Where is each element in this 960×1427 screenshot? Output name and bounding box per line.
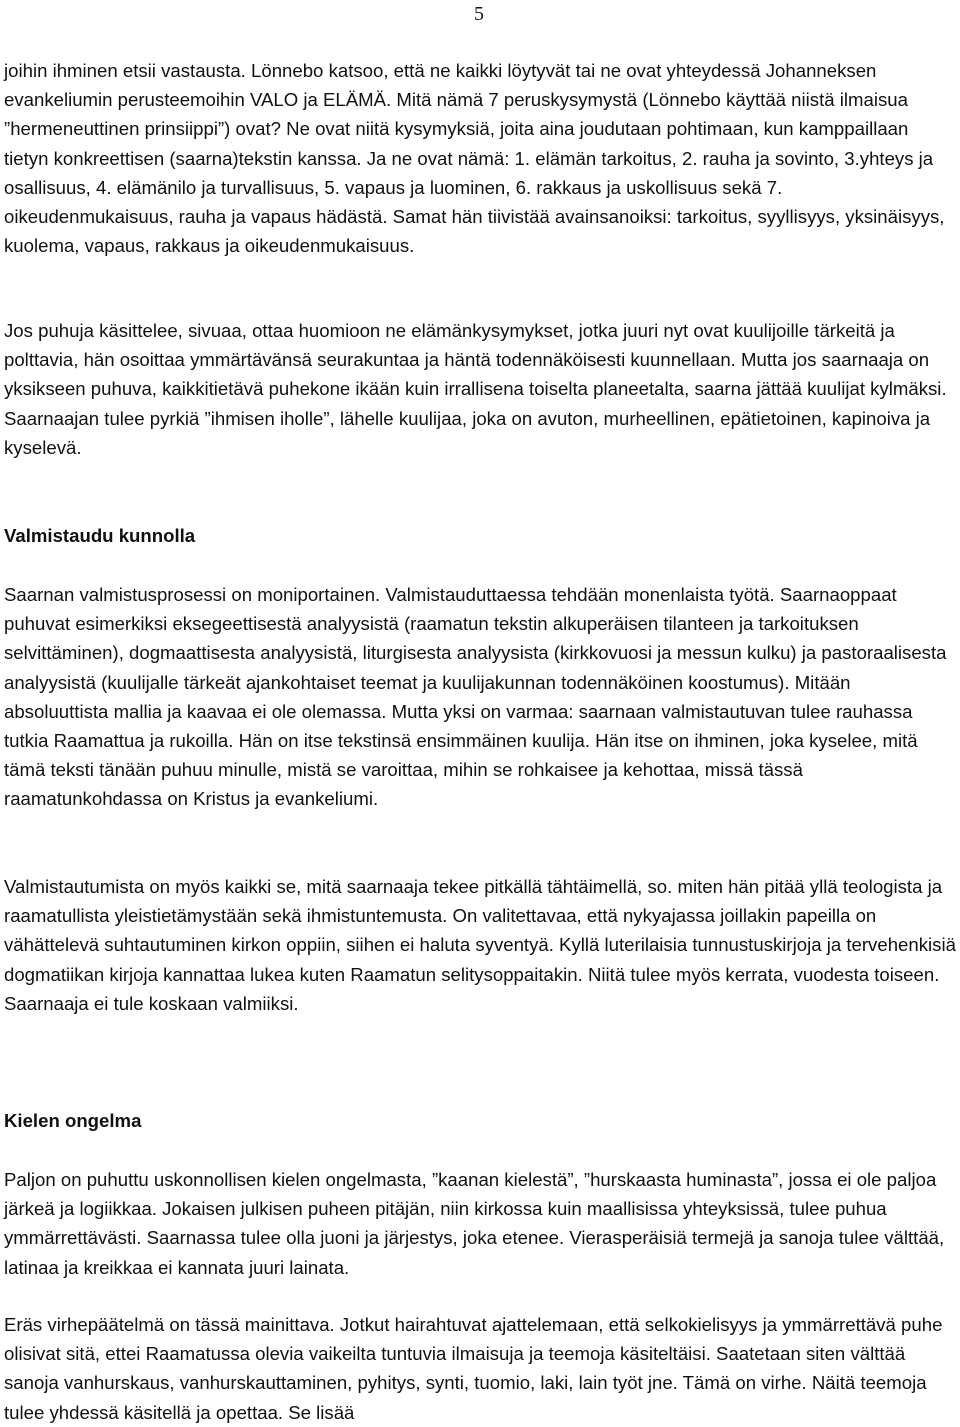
section-heading-language-problem: Kielen ongelma [4, 1110, 142, 1131]
paragraph-religious-language: Paljon on puhuttu uskonnollisen kielen ongelmasta, ”kaanan kielestä”, ”hurskaasta huminasta”, jossa ei ole paljoa järkeä ja logiikkaa. Jokaisen julkisen puheen pitäjän, niin kirkossa kuin maallisissa yhteyksissä, tulee puhua ymmärrettävästi. Saarnassa tulee olla juoni ja järjestys, joka etenee. Vierasperäisiä termejä ja sanoja tulee välttää, latinaa ja kreikkaa ei kannata juuri lainata. [4, 1169, 945, 1278]
paragraph-life-questions: joihin ihminen etsii vastausta. Lönnebo katsoo, että ne kaikki löytyvät tai ne ovat yhteydessä Johanneksen evankeliumin perusteemoihin VALO ja ELÄMÄ. Mitä nämä 7 peruskysymystä (Lönnebo käyttää niistä ilmaisua ”hermeneuttinen prinsiippi”) ovat? Ne ovat niitä kysymyksiä, joita aina joudutaan pohtimaan, kun kamppaillaan tietyn konkreettisen (saarna)tekstin kanssa. Ja ne ovat nämä: 1. elämän tarkoitus, 2. rauha ja sovinto, 3.yhteys ja osallisuus, 4. elämänilo ja turvallisuus, 5. vapaus ja luominen, 6. rakkaus ja uskollisuus sekä 7. oikeudenmukaisuus, rauha ja vapaus hädästä. Samat hän tiivistää avainsanoiksi: tarkoitus, syyllisyys, yksinäisyys, kuolema, vapaus, rakkaus ja oikeudenmukaisuus. [4, 60, 945, 257]
paragraph-long-term-preparation: Valmistautumista on myös kaikki se, mitä saarnaaja tekee pitkällä tähtäimellä, so. miten hän pitää yllä teologista ja raamatullista yleistietämystään sekä ihmistuntemusta. On valitettavaa, että nykyajassa joillakin papeilla on vähättelevä suhtautuminen kirkon oppiin, siihen ei haluta syventyä. Kyllä luterilaisia tunnustuskirjoja ja tervehenkisiä dogmatiikan kirjoja kannattaa lukea kuten Raamatun selitysoppaitakin. Niitä tulee myös kerrata, vuodesta toiseen. Saarnaaja ei tule koskaan valmiiksi. [4, 876, 956, 1014]
paragraph-speaker-relevance: Jos puhuja käsittelee, sivuaa, ottaa huomioon ne elämänkysymykset, jotka juuri nyt ovat kuulijoille tärkeitä ja polttavia, hän osoittaa ymmärtävänsä seurakuntaa ja häntä todennäköisesti kuunnellaan. Mutta jos saarnaaja on yksikseen puhuva, kaikkitietävä puhekone ikään kuin irrallisena toiselta planeetalta, saarna jättää kuulijat kylmäksi. Saarnaajan tulee pyrkiä ”ihmisen iholle”, lähelle kuulijaa, joka on avuton, murheellinen, epätietoinen, kapinoiva ja kyselevä. [4, 320, 947, 458]
paragraph-preparation-process: Saarnan valmistusprosessi on moniportainen. Valmistauduttaessa tehdään monenlaista työtä. Saarnaoppaat puhuvat esimerkiksi eksegeettisestä analyysistä (raamatun tekstin alkuperäisen tilanteen ja tarkoituksen selvittäminen), dogmaattisesta analyysistä, liturgisesta analyysista (kirkkovuosi ja messun kulku) ja pastoraalisesta analyysistä (kuulijalle tärkeät ajankohtaiset teemat ja kuulijakunnan todennäköinen koostumus). Mitään absoluuttista mallia ja kaavaa ei ole olemassa. Mutta yksi on varmaa: saarnaan valmistautuvan tulee rauhassa tutkia Raamattua ja rukoilla. Hän on itse tekstinsä ensimmäinen kuulija. Hän itse on ihminen, joka kyselee, mitä tämä teksti tänään puhuu minulle, mistä se varoittaa, mihin se rohkaisee ja kehottaa, missä tässä raamatunkohdassa on Kristus ja evankeliumi. [4, 584, 947, 810]
section-heading-preparation: Valmistaudu kunnolla [4, 525, 196, 546]
page-number: 5 [474, 3, 484, 25]
paragraph-misconception: Eräs virhepäätelmä on tässä mainittava. Jotkut hairahtuvat ajattelemaan, että selkokielisyys ja ymmärrettävä puhe olisivat sitä, ettei Raamatussa olevia vaikeilta tuntuvia ilmaisuja ja teemoja käsiteltäisi. Saatetaan siten välttää sanoja vanhurskaus, vanhurskauttaminen, pyhitys, synti, tuomio, laki, lain työt jne. Tämä on virhe. Näitä teemoja tulee yhdessä käsitellä ja opettaa. Se lisää [4, 1314, 943, 1423]
